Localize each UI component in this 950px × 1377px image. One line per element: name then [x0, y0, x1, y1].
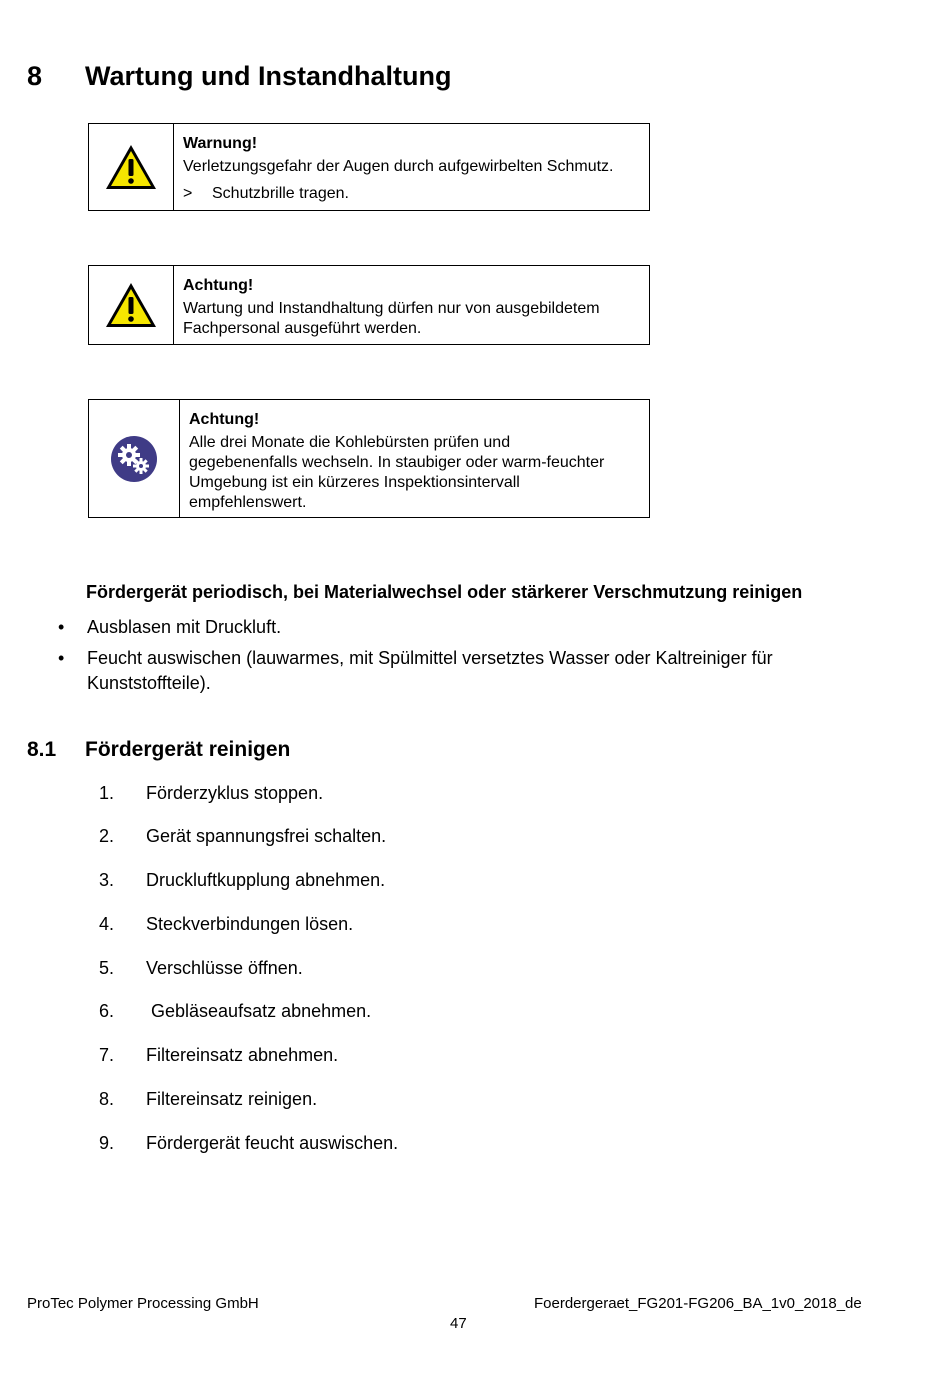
step-number: 7. [99, 1045, 115, 1065]
warning-notice [88, 123, 650, 211]
warning-triangle-icon [104, 143, 158, 191]
maintenance-gears-icon [110, 435, 158, 483]
notice-icon-cell [89, 400, 180, 517]
step-number: 6. [99, 1001, 115, 1021]
step-text: Gerät spannungsfrei schalten. [146, 826, 387, 846]
notice-title: Warnung! [183, 135, 258, 152]
step-text: Fördergerät feucht auswischen. [146, 1133, 399, 1153]
bullet-dot: • [58, 617, 65, 637]
section-title: Wartung und Instandhaltung [85, 61, 452, 91]
step-text: Filtereinsatz reinigen. [146, 1089, 318, 1109]
notice-text-line: Alle drei Monate die Kohlebürsten prüfen und [189, 434, 511, 451]
bullet-dot: • [58, 648, 65, 668]
notice-text-cell [180, 400, 612, 517]
notice-action-marker: > [183, 185, 193, 202]
bullet-text: Ausblasen mit Druckluft. [87, 617, 282, 637]
bullet-text: Feucht auswischen (lauwarmes, mit Spülmittel versetztes Wasser oder Kaltreiniger für [87, 648, 773, 668]
footer-company: ProTec Polymer Processing GmbH [27, 1295, 259, 1312]
step-text: Gebläseaufsatz abnehmen. [146, 1001, 372, 1021]
step-text: Steckverbindungen lösen. [146, 914, 354, 934]
step-number: 5. [99, 958, 115, 978]
step-number: 3. [99, 870, 115, 890]
step-text: Förderzyklus stoppen. [146, 783, 324, 803]
step-number: 1. [99, 783, 115, 803]
notice-text: Verletzungsgefahr der Augen durch aufgewirbelten Schmutz. [183, 158, 614, 175]
step-number: 2. [99, 826, 115, 846]
notice-text-cell [174, 124, 622, 210]
notice-icon-cell [89, 124, 174, 210]
notice-text-line: Fachpersonal ausgeführt werden. [183, 320, 422, 337]
notice-text-line: gegebenenfalls wechseln. In staubiger oder warm-feuchter [189, 454, 605, 471]
step-number: 4. [99, 914, 115, 934]
cleaning-heading: Fördergerät periodisch, bei Materialwechsel oder stärkerer Verschmutzung reinigen [86, 582, 803, 602]
step-number: 8. [99, 1089, 115, 1109]
step-text: Verschlüsse öffnen. [146, 958, 303, 978]
notice-text-cell [174, 266, 608, 344]
section-number: 8 [27, 61, 43, 91]
step-number: 9. [99, 1133, 115, 1153]
subsection-number: 8.1 [27, 738, 57, 761]
notice-text-line: empfehlenswert. [189, 494, 307, 511]
caution-notice [88, 265, 650, 345]
notice-title: Achtung! [189, 411, 260, 428]
footer-document-id: Foerdergeraet_FG201-FG206_BA_1v0_2018_de [534, 1295, 862, 1312]
notice-action-text: Schutzbrille tragen. [212, 185, 349, 202]
step-text: Filtereinsatz abnehmen. [146, 1045, 339, 1065]
bullet-text: Kunststoffteile). [87, 673, 211, 693]
page-number: 47 [450, 1315, 467, 1332]
maintenance-notice [88, 399, 650, 518]
notice-icon-cell [89, 266, 174, 344]
notice-action [183, 184, 614, 204]
notice-text-line: Umgebung ist ein kürzeres Inspektionsintervall [189, 474, 520, 491]
subsection-title: Fördergerät reinigen [85, 738, 291, 761]
step-text: Druckluftkupplung abnehmen. [146, 870, 386, 890]
notice-text-line: Wartung und Instandhaltung dürfen nur von ausgebildetem [183, 300, 600, 317]
notice-title: Achtung! [183, 277, 254, 294]
warning-triangle-icon [104, 281, 158, 329]
